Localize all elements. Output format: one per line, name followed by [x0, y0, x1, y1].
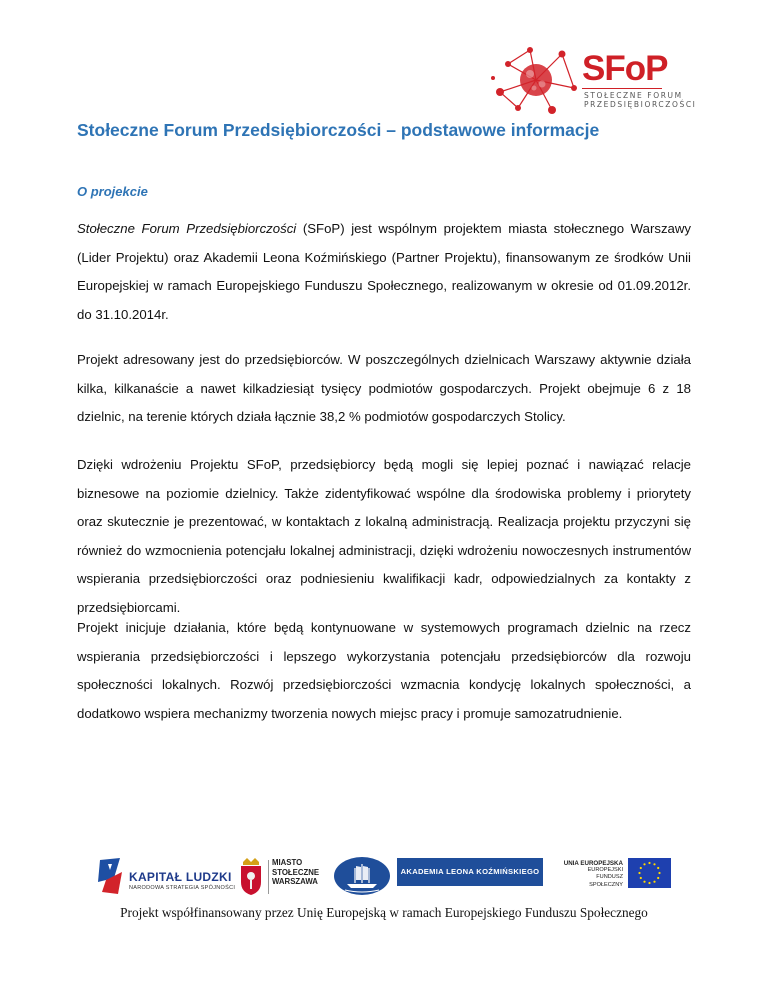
kapital-ludzki-title: KAPITAŁ LUDZKI: [129, 870, 232, 884]
paragraph-1-emphasis: Stołeczne Forum Przedsiębiorczości: [77, 221, 297, 236]
eu-line-3: FUNDUSZ SPOŁECZNY: [589, 874, 623, 888]
miasto-text: [272, 858, 319, 887]
eu-flag-icon: [628, 858, 671, 888]
miasto-warszawa-logo: [238, 854, 318, 898]
sfop-logo: [486, 44, 697, 116]
akademia-name-bar: AKADEMIA LEONA KOŹMIŃSKIEGO: [397, 858, 543, 886]
miasto-divider: [268, 860, 269, 894]
miasto-line-3: WARSZAWA: [272, 877, 318, 886]
akademia-ship-emblem-icon: [333, 856, 391, 896]
eu-line-2: EUROPEJSKI: [587, 867, 623, 874]
warsaw-crest-icon: [238, 856, 264, 896]
logo-divider: [582, 88, 662, 89]
miasto-line-2: STOŁECZNE: [272, 867, 320, 877]
kapital-ludzki-subtitle: NARODOWA STRATEGIA SPÓJNOŚCI: [129, 885, 236, 891]
kapital-ludzki-logo: [96, 856, 236, 896]
footer-logos: [0, 848, 768, 898]
logo-acronym: SFoP: [582, 49, 668, 88]
eu-logo: [561, 858, 671, 892]
logo-subtitle-2: PRZEDSIĘBIORCZOŚCI: [584, 100, 697, 109]
paragraph-2: Projekt adresowany jest do przedsiębiorców. W poszczególnych dzielnicach Warszawy aktywnie działa kilka, kilkanaście a nawet kilkadziesiąt tysięcy podmiotów gospodarczych. Projekt obejmuje 6 z 18 dzielnic, na terenie których działa łącznie 38,2 % podmiotów gospodarczych Stolicy.: [77, 352, 691, 424]
section-heading: O projekcie: [77, 184, 148, 199]
paragraph-4: Projekt inicjuje działania, które będą kontynuowane w systemowych programach dzielnic na rzecz wspierania przedsiębiorczości i lepszego wykorzystania potencjału przedsiębiorców dla rozwoju społeczności lokalnych. Rozwój przedsiębiorczości wzmacnia kondycję lokalnych społeczności, a dodatkowo wspiera mechanizmy tworzenia nowych miejsc pracy i promuje samozatrudnienie.: [77, 620, 691, 721]
paragraph-3: Dzięki wdrożeniu Projektu SFoP, przedsiębiorcy będą mogli się lepiej poznać i nawiązać relacje biznesowe na poziomie dzielnicy. Także zidentyfikować wspólne dla środowiska problemy i priorytety oraz skutecznie je prezentować, w kontaktach z lokalną administracją. Realizacja projektu przyczyni się również do wzmocnienia potencjału lokalnej administracji, dzięki wdrożeniu nowoczesnych instrumentów wspierania przedsiębiorczości oraz podniesieniu kwalifikacji kadr, odpowiedzialnych za kontakty z przedsiębiorcami.: [77, 457, 691, 615]
kapital-ludzki-icon: [96, 856, 126, 896]
paragraph-1-text: (SFoP) jest wspólnym projektem miasta stołecznego Warszawy (Lider Projektu) oraz Akademii Leona Koźmińskiego (Partner Projektu), finansowanym ze środków Unii Europejskiej w ramach Europejskiego Funduszu Społecznego, realizowanym w okresie od 01.09.2012r. do 31.10.2014r.: [77, 221, 691, 322]
logo-subtitle-1: STOŁECZNE FORUM: [584, 91, 683, 100]
miasto-line-1: MIASTO: [272, 858, 303, 867]
paragraph-1: [77, 215, 691, 329]
network-molecule-icon: [490, 44, 582, 116]
page-title: Stołeczne Forum Przedsiębiorczości – podstawowe informacje: [77, 120, 600, 140]
cofinancing-footnote: Projekt współfinansowany przez Unię Europejską w ramach Europejskiego Funduszu Społecznego: [120, 905, 648, 920]
eu-line-1: UNIA EUROPEJSKA: [563, 860, 623, 867]
eu-text: [561, 860, 623, 889]
